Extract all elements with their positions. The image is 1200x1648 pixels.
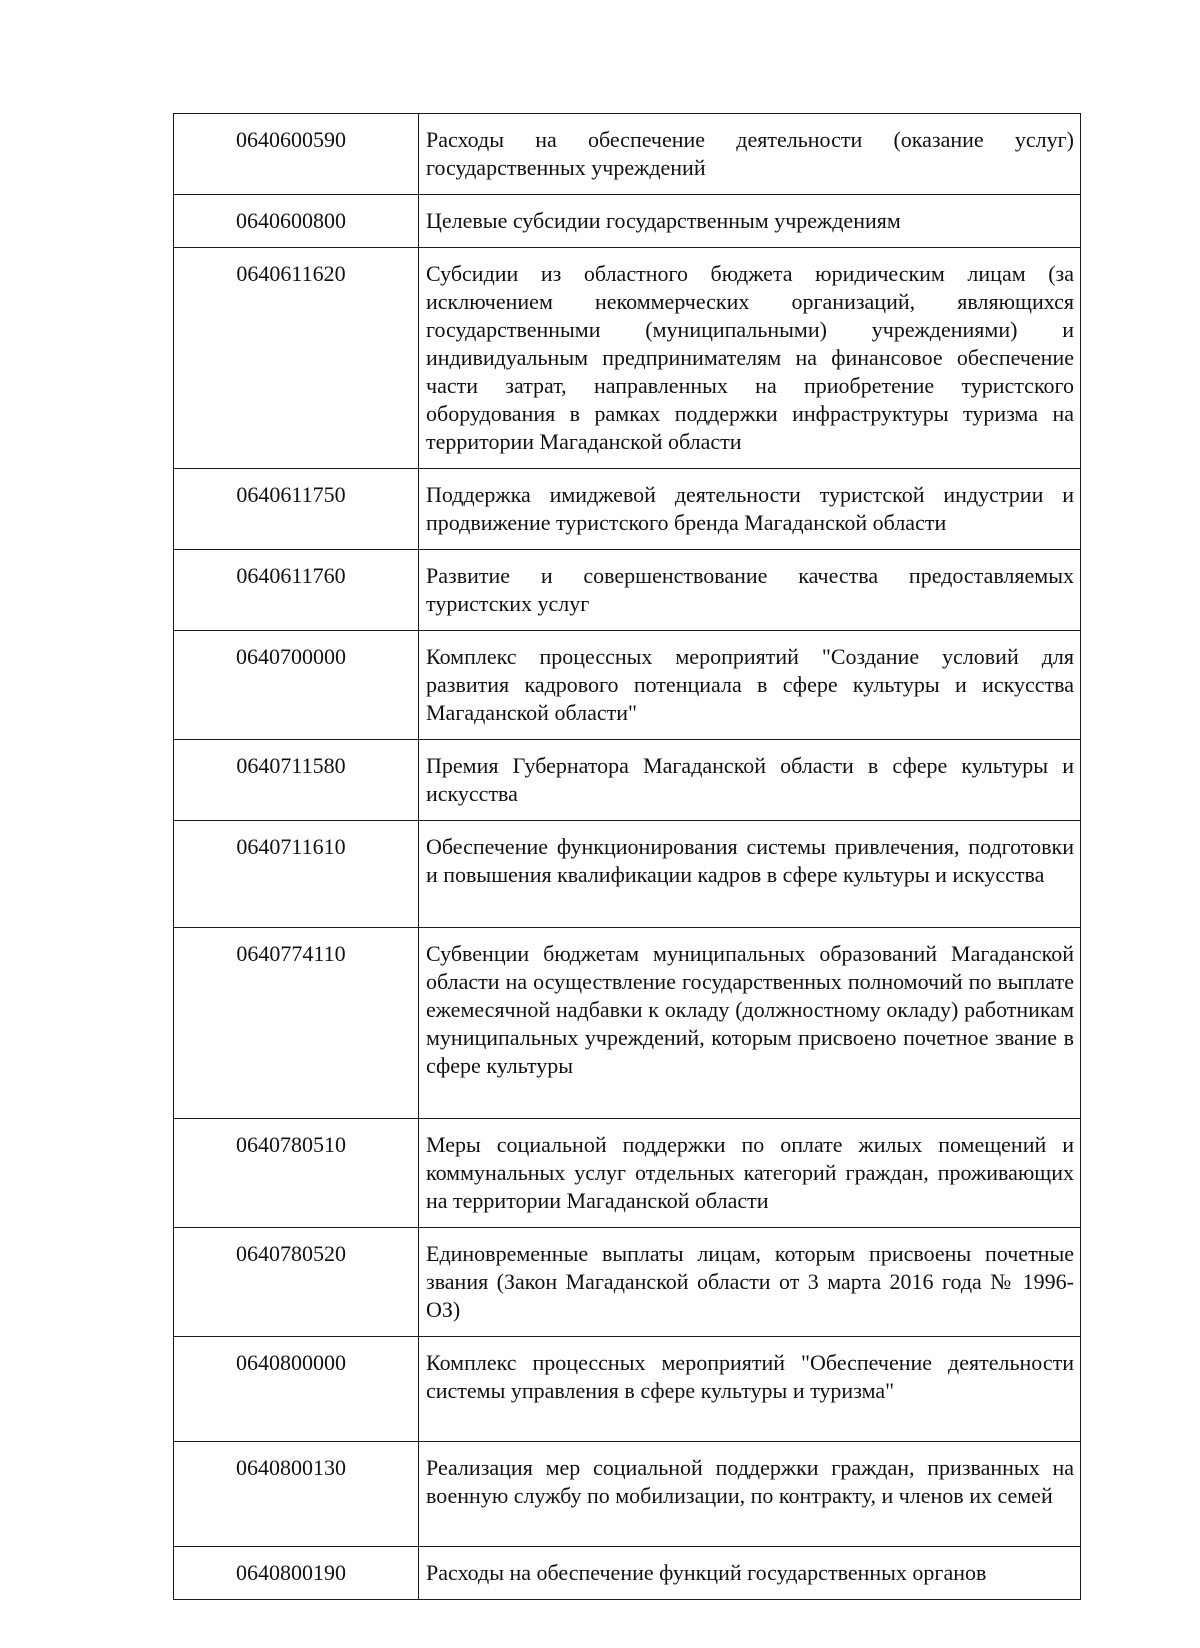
code-cell: 0640611760 [174,550,419,631]
code-cell: 0640600800 [174,195,419,248]
description-cell: Единовременные выплаты лицам, которым присвоены почетные звания (Закон Магаданской области от 3 марта 2016 года № 1996-ОЗ) [419,1228,1081,1337]
description-cell: Расходы на обеспечение деятельности (оказание услуг) государственных учреждений [419,114,1081,195]
code-cell: 0640800000 [174,1337,419,1442]
description-cell: Премия Губернатора Магаданской области в сфере культуры и искусства [419,740,1081,821]
description-cell: Субвенции бюджетам муниципальных образований Магаданской области на осуществление государственных полномочий по выплате ежемесячной надбавки к окладу (должностному окладу) работникам муниципальных учреждений, которым присвоено почетное звание в сфере культуры [419,928,1081,1119]
table-row [174,550,1081,631]
table-row [174,1119,1081,1228]
code-cell: 0640800130 [174,1442,419,1547]
description-cell: Реализация мер социальной поддержки граждан, призванных на военную службу по мобилизации, по контракту, и членов их семей [419,1442,1081,1547]
description-cell: Меры социальной поддержки по оплате жилых помещений и коммунальных услуг отдельных категорий граждан, проживающих на территории Магаданской области [419,1119,1081,1228]
code-cell: 0640774110 [174,928,419,1119]
code-cell: 0640780520 [174,1228,419,1337]
code-cell: 0640611620 [174,248,419,469]
table-row [174,821,1081,928]
description-cell: Комплекс процессных мероприятий "Обеспечение деятельности системы управления в сфере культуры и туризма" [419,1337,1081,1442]
table-row [174,928,1081,1119]
table-row [174,631,1081,740]
code-cell: 0640711580 [174,740,419,821]
code-cell: 0640711610 [174,821,419,928]
table-row [174,114,1081,195]
table-row [174,469,1081,550]
code-cell: 0640611750 [174,469,419,550]
table-row [174,248,1081,469]
description-cell: Целевые субсидии государственным учреждениям [419,195,1081,248]
code-cell: 0640600590 [174,114,419,195]
description-cell: Поддержка имиджевой деятельности туристской индустрии и продвижение туристского бренда Магаданской области [419,469,1081,550]
description-cell: Субсидии из областного бюджета юридическим лицам (за исключением некоммерческих организаций, являющихся государственными (муниципальными) учреждениями) и индивидуальным предпринимателям на финансовое обеспечение части затрат, направленных на приобретение туристского оборудования в рамках поддержки инфраструктуры туризма на территории Магаданской области [419,248,1081,469]
description-cell: Комплекс процессных мероприятий "Создание условий для развития кадрового потенциала в сфере культуры и искусства Магаданской области" [419,631,1081,740]
table-row [174,1442,1081,1547]
code-cell: 0640800190 [174,1547,419,1600]
table-row [174,1547,1081,1600]
table-row [174,1337,1081,1442]
code-cell: 0640780510 [174,1119,419,1228]
description-cell: Развитие и совершенствование качества предоставляемых туристских услуг [419,550,1081,631]
budget-code-table [173,113,1081,1600]
table-row [174,195,1081,248]
description-cell: Обеспечение функционирования системы привлечения, подготовки и повышения квалификации кадров в сфере культуры и искусства [419,821,1081,928]
description-cell: Расходы на обеспечение функций государственных органов [419,1547,1081,1600]
code-cell: 0640700000 [174,631,419,740]
table-row [174,740,1081,821]
table-row [174,1228,1081,1337]
